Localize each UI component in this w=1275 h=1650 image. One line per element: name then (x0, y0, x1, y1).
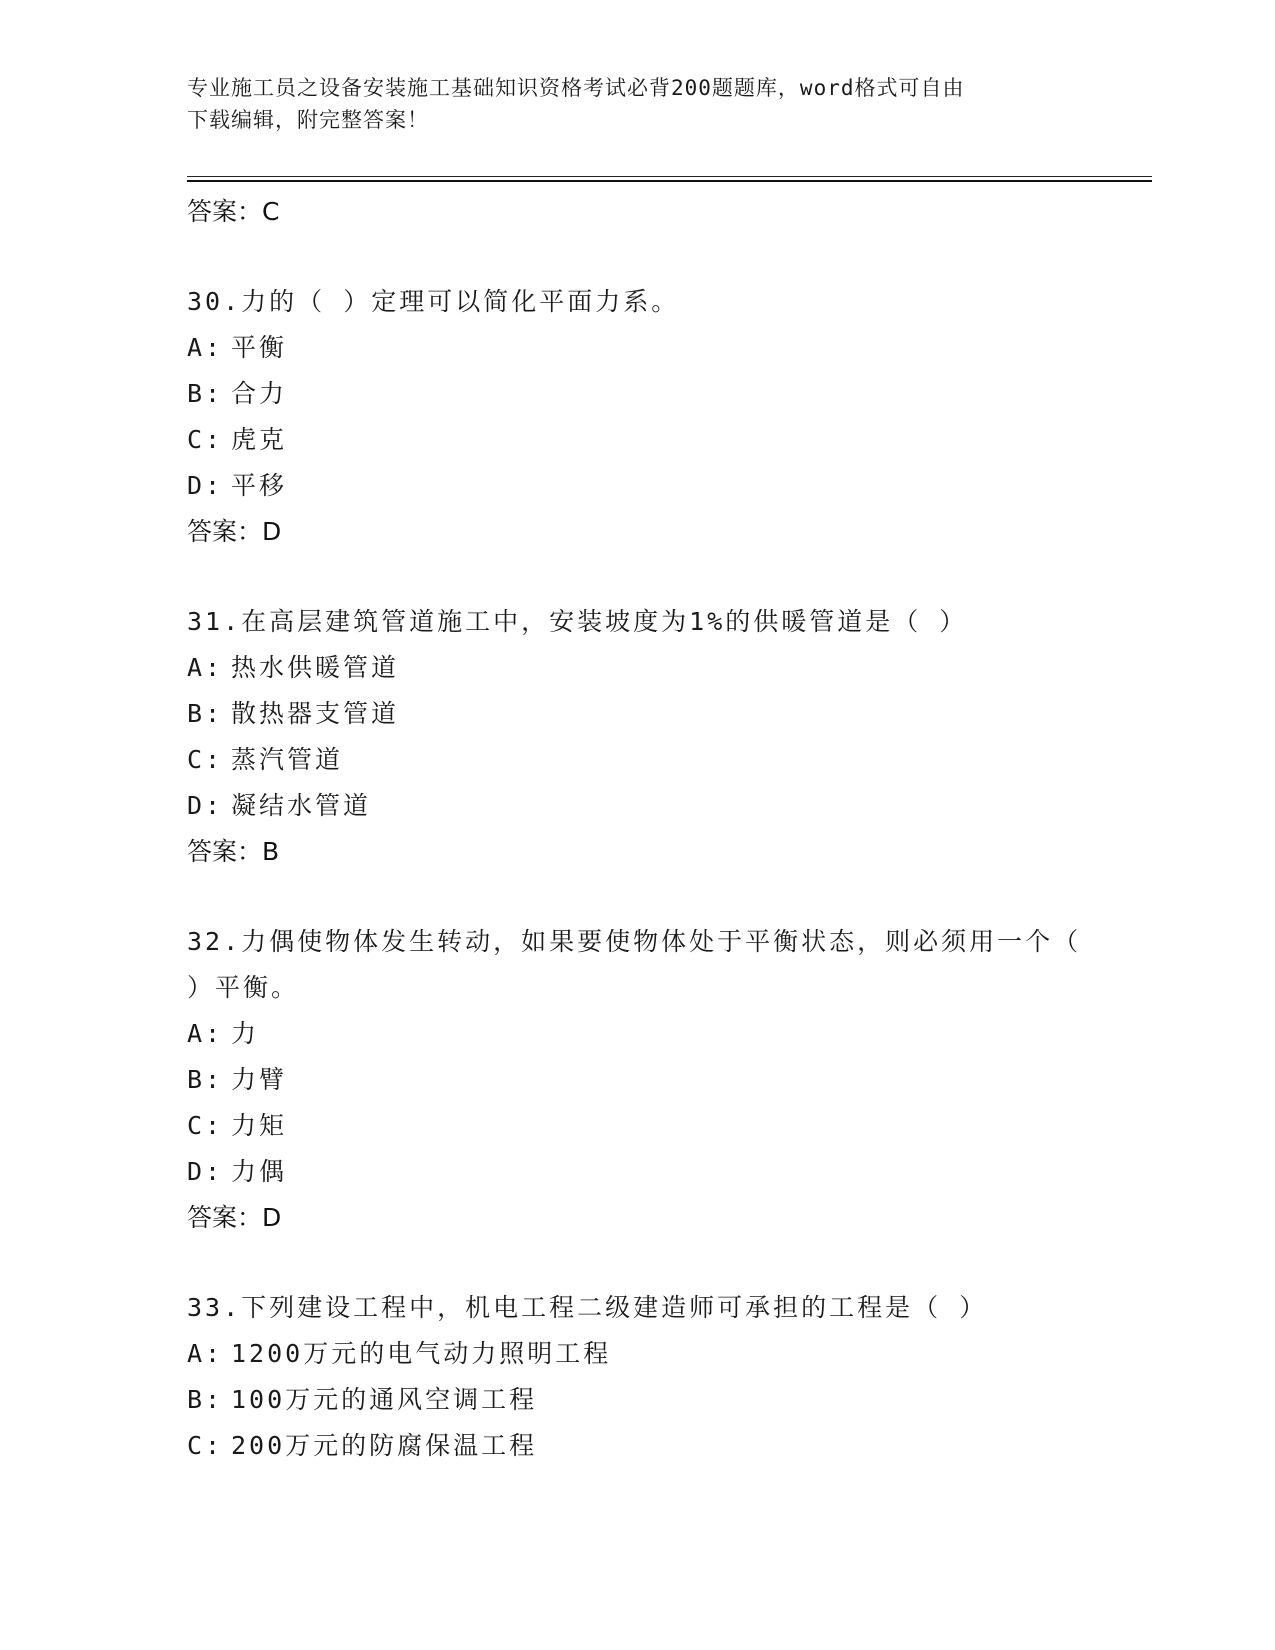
answer-label: 答案：B (187, 837, 280, 866)
option-letter: B: (187, 1065, 224, 1094)
option-d (187, 463, 1087, 509)
question-item (187, 1285, 1087, 1469)
question-item (187, 919, 1087, 1241)
option-b (187, 1057, 1087, 1103)
document-header (187, 72, 1087, 136)
option-letter: A: (187, 1339, 224, 1368)
option-letter: D: (187, 471, 224, 500)
question-text: 31.在高层建筑管道施工中，安装坡度为1%的供暖管道是（ ） (187, 607, 968, 636)
option-text: 力臂 (231, 1065, 288, 1094)
option-c (187, 1423, 1087, 1469)
header-divider-thin (187, 176, 1152, 177)
option-text: 力偶 (231, 1157, 288, 1186)
answer-label: 答案：D (187, 1203, 282, 1232)
option-text: 合力 (231, 379, 288, 408)
option-letter: D: (187, 1157, 224, 1186)
option-letter: B: (187, 699, 224, 728)
option-c (187, 1103, 1087, 1149)
header-divider-thick (187, 180, 1152, 182)
header-line-2: 下载编辑，附完整答案！ (187, 108, 429, 132)
option-letter: A: (187, 653, 224, 682)
option-letter: C: (187, 745, 224, 774)
option-letter: B: (187, 1385, 224, 1414)
previous-answer: 答案：C (187, 197, 280, 226)
answer-label: 答案：D (187, 517, 282, 546)
question-list (187, 189, 1087, 1469)
option-text: 200万元的防腐保温工程 (231, 1431, 538, 1460)
option-text: 蒸汽管道 (231, 745, 344, 774)
option-c (187, 417, 1087, 463)
option-text: 100万元的通风空调工程 (231, 1385, 538, 1414)
option-text: 平移 (231, 471, 288, 500)
option-letter: D: (187, 791, 224, 820)
option-letter: A: (187, 333, 224, 362)
option-b (187, 1377, 1087, 1423)
option-text: 散热器支管道 (231, 699, 400, 728)
option-text: 力矩 (231, 1111, 288, 1140)
option-text: 平衡 (231, 333, 288, 362)
option-c (187, 737, 1087, 783)
option-d (187, 783, 1087, 829)
question-item (187, 599, 1087, 875)
option-text: 热水供暖管道 (231, 653, 400, 682)
option-a (187, 1331, 1087, 1377)
option-letter: C: (187, 1111, 224, 1140)
option-text: 虎克 (231, 425, 288, 454)
header-line-1: 专业施工员之设备安装施工基础知识资格考试必背200题题库，word格式可自由 (187, 76, 965, 100)
option-b (187, 371, 1087, 417)
option-text: 力 (231, 1019, 260, 1048)
option-text: 1200万元的电气动力照明工程 (231, 1339, 612, 1368)
option-letter: B: (187, 379, 224, 408)
question-text: 33.下列建设工程中，机电工程二级建造师可承担的工程是（ ） (187, 1293, 988, 1322)
option-text: 凝结水管道 (231, 791, 372, 820)
question-item (187, 279, 1087, 555)
option-a (187, 1011, 1087, 1057)
question-text: 30.力的（ ）定理可以简化平面力系。 (187, 287, 680, 316)
question-text: 32.力偶使物体发生转动，如果要使物体处于平衡状态，则必须用一个（ ）平衡。 (187, 927, 1082, 1002)
option-letter: C: (187, 1431, 224, 1460)
option-a (187, 325, 1087, 371)
option-d (187, 1149, 1087, 1195)
option-a (187, 645, 1087, 691)
option-letter: A: (187, 1019, 224, 1048)
option-letter: C: (187, 425, 224, 454)
option-b (187, 691, 1087, 737)
